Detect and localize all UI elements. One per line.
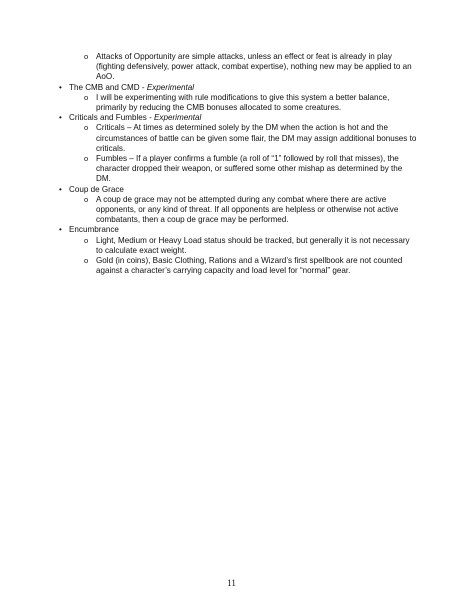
bullet-icon: •: [59, 225, 62, 235]
document-body: [58, 52, 418, 276]
bullet-icon: •: [59, 184, 62, 194]
section-heading-text: Criticals and Fumbles -: [69, 113, 155, 123]
section-heading-text: Coup de Grace: [69, 184, 124, 194]
bullet-icon: •: [59, 82, 62, 92]
sub-bullet-icon: o: [84, 194, 89, 204]
sub-bullet-icon: o: [84, 52, 89, 61]
list-item: [58, 256, 418, 276]
list-item: [58, 195, 418, 226]
section-heading-text: The CMB and CMD -: [69, 82, 147, 92]
list-item-text: Attacks of Opportunity are simple attacks, unless an effect or feat is already in play (fighting defensively, power attack, combat expertise), nothing new may be applied to an AoO.: [96, 52, 412, 82]
section-heading: [58, 225, 418, 235]
sub-bullet-icon: o: [84, 92, 89, 102]
bullet-icon: •: [59, 113, 62, 123]
sub-bullet-icon: o: [84, 235, 89, 245]
list-item: [58, 52, 418, 83]
section-heading: [58, 185, 418, 195]
section-heading-text: Encumbrance: [69, 225, 119, 235]
list-item-text: A coup de grace may not be attempted during any combat where there are active opponents, or any kind of threat. If all opponents are helpless or otherwise not active combatants, then a coup de grace may be performed.: [96, 194, 399, 225]
sub-bullet-icon: o: [84, 154, 89, 164]
list-item: [58, 123, 418, 154]
sub-bullet-icon: o: [84, 256, 89, 266]
section-heading: [58, 113, 418, 123]
page-number: 11: [227, 578, 236, 588]
list-item: [58, 154, 418, 185]
section-heading-tag: Experimental: [154, 113, 202, 123]
list-item-text: Criticals – At times as determined solely by the DM when the action is hot and the circumstances of battle can be given some flair, the DM may assign additional bonuses to criticals.: [96, 123, 417, 153]
list-item-text: Light, Medium or Heavy Load status should be tracked, but generally it is not necessary to calculate exact weight.: [96, 235, 410, 255]
list-item-text: I will be experimenting with rule modifications to give this system a better balance, primarily by reducing the CMB bonuses allocated to some creatures.: [96, 92, 390, 113]
list-item-text: Fumbles – If a player confirms a fumble (a roll of “1” followed by roll that misses), the character dropped their weapon, or suffered some other mishap as determined by the DM.: [96, 154, 403, 184]
list-item: [58, 93, 418, 113]
list-item: [58, 236, 418, 256]
sub-bullet-icon: o: [84, 123, 89, 133]
list-item-text: Gold (in coins), Basic Clothing, Rations and a Wizard’s first spellbook are not counted against a character’s carrying capacity and load level for “normal” gear.: [96, 256, 403, 276]
section-heading-tag: Experimental: [146, 82, 195, 92]
section-heading: [58, 83, 418, 93]
